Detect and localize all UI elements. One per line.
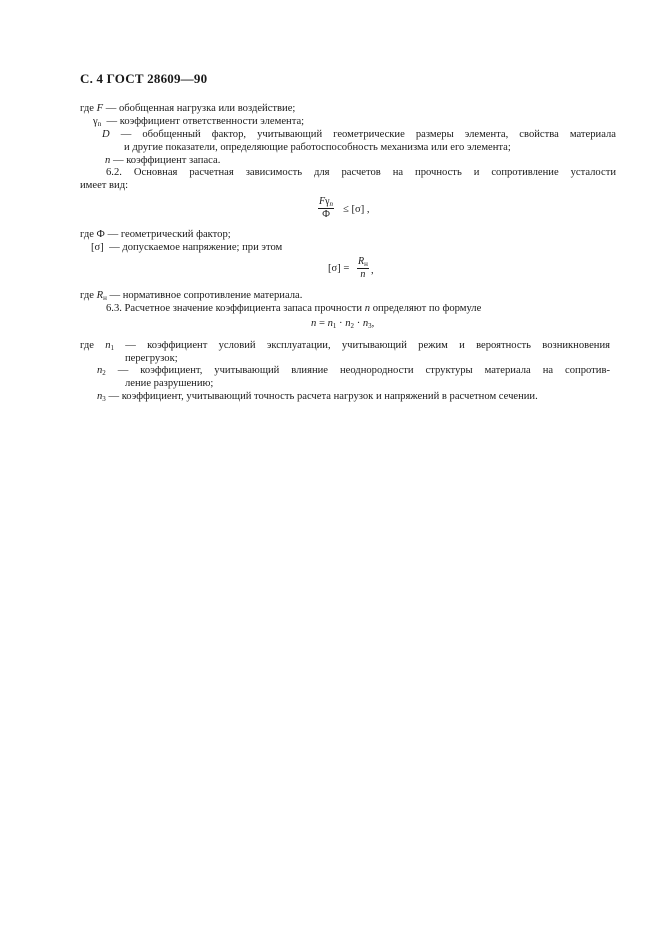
formula-1-rhs: ≤ [σ] ,	[343, 204, 370, 215]
para-6-2-line1: 6.2. Основная расчетная зависимость для расчетов на прочность и сопротивление усталости	[106, 167, 616, 178]
formula-2-fraction: $R_н$ n	[358, 256, 368, 280]
def-n3: $n_3$ — коэффициент, учитывающий точность расчета нагрузок и напряжений в расчетном сечении.	[97, 391, 538, 403]
def-n: n — коэффициент запаса.	[105, 155, 221, 166]
def-gamma: $\gamma_n$ — коэффициент ответственности элемента;	[93, 116, 305, 128]
formula-2-lhs: [σ] =	[328, 263, 350, 274]
page-header: С. 4 ГОСТ 28609—90	[80, 71, 208, 86]
def-D-line1: D — обобщенный фактор, учитывающий геометрические размеры элемента, свойства материала	[102, 129, 616, 140]
def-phi: где Ф — геометрический фактор;	[80, 229, 231, 240]
formula-1-fraction: $F\gamma_n$ Ф	[319, 196, 334, 220]
def-n2-line1: $n_2$ — коэффициент, учитывающий влияние неоднородности структуры материала на сопротив-	[97, 365, 610, 377]
def-n1-line1: где $n_1$ — коэффициент условий эксплуатации, учитывающий режим и вероятность возникновения	[80, 340, 610, 352]
def-n1-line2: перегрузок;	[125, 353, 178, 364]
formula-3: $n = n_1 \cdot n_2 \cdot n_3$,	[311, 318, 375, 330]
def-n2-line2: ление разрушению;	[125, 378, 214, 389]
def-D-line2: и другие показатели, определяющие работоспособность механизма или его элемента;	[124, 142, 511, 153]
formula-2-tail: ,	[371, 265, 374, 276]
para-6-2-line2: имеет вид:	[80, 180, 129, 191]
def-sigma: [σ] — допускаемое напряжение; при этом	[91, 242, 283, 253]
def-R: где $R_н$ — нормативное сопротивление материала.	[80, 290, 303, 302]
def-F: где F — обобщенная нагрузка или воздействие;	[80, 103, 296, 114]
para-6-3: 6.3. Расчетное значение коэффициента запаса прочности n определяют по формуле	[106, 303, 482, 314]
